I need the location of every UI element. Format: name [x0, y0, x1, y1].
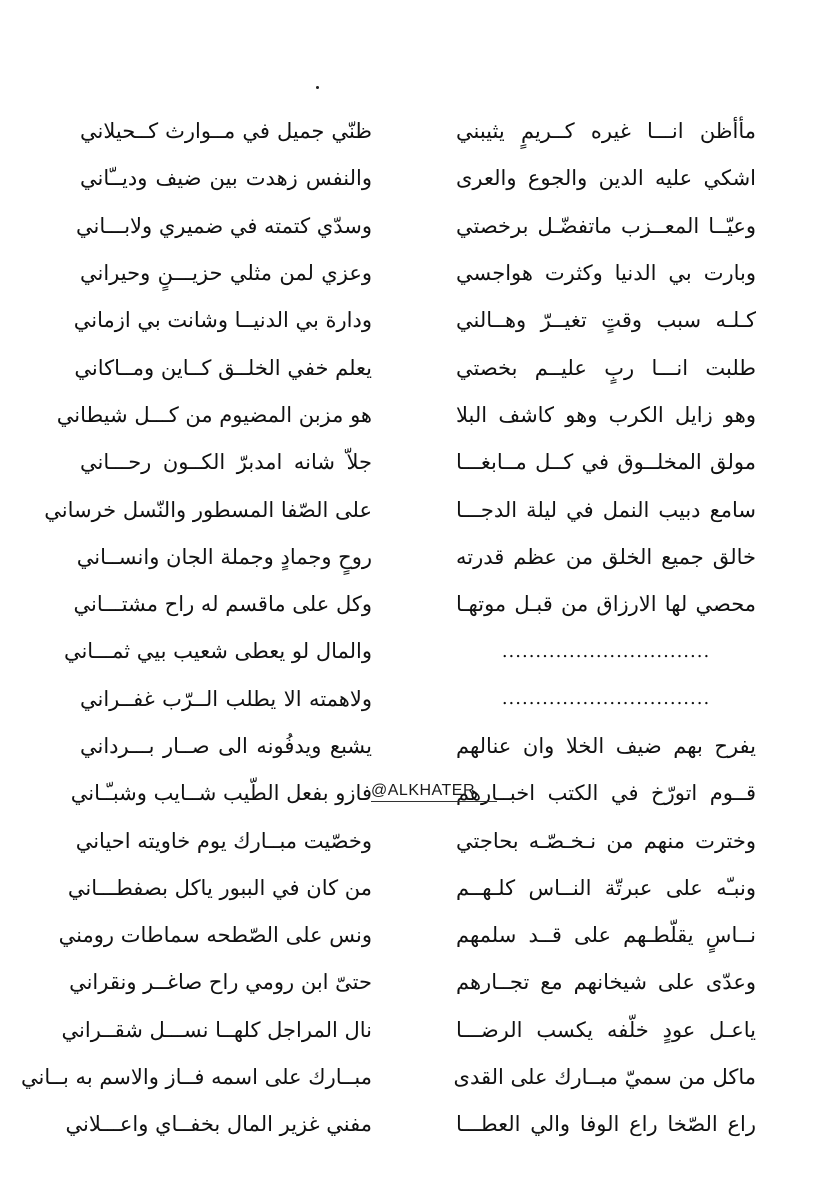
- second-hemistich: وكل على ماقسم له راح مشتـــاني: [73, 592, 372, 617]
- first-hemistich: وعيّــا المعــزب ماتفضّـل برخصتي: [456, 213, 756, 238]
- second-hemistich: يعلم خفي الخلــق كــاين ومــاكاني: [74, 355, 372, 380]
- second-hemistich: حتىّ ابن رومي راح صاغــر ونقراني: [69, 970, 372, 995]
- verse-line: [65, 1101, 756, 1148]
- first-hemistich: ياعـل عودٍ خلّفه يكسب الرضـــا: [456, 1017, 756, 1042]
- second-hemistich: ظنّي جميل في مــوارث كــحيلاني: [80, 119, 372, 144]
- second-hemistich: ودارة بي الدنيــا وشانت بي ازماني: [73, 308, 372, 333]
- second-hemistich: مفني غزير المال بخفــاي واعـــلاني: [65, 1112, 372, 1137]
- verse-line: [80, 439, 756, 486]
- first-hemistich: قــوم اتورّخ في الكتب اخبــارهم: [456, 781, 756, 806]
- second-hemistich: وخصّيت مبــارك يوم خاويته احياني: [75, 828, 372, 853]
- verse-line: [80, 676, 750, 723]
- first-hemistich: سامع دبيب النمل في ليلة الدجـــا: [456, 497, 756, 522]
- second-hemistich: مبــارك على اسمه فــاز والاسم به بــاني: [20, 1065, 372, 1090]
- verse-line: [61, 1007, 756, 1054]
- verse-line: [67, 865, 756, 912]
- second-hemistich: والمال لو يعطى شعيب بيي ثمـــاني: [63, 639, 372, 664]
- verse-line: [80, 155, 756, 202]
- first-hemistich: خالق جميع الخلق من عظم قدرته: [456, 544, 756, 569]
- second-hemistich: وسدّي كتمته في ضميري ولابـــاني: [75, 213, 372, 238]
- first-hemistich: نــاسٍ يقلّطـهم على قــد سلمهم: [456, 923, 756, 948]
- verse-line: [44, 486, 756, 533]
- first-hemistich: محصي لها الارزاق من قبـل موتهـا: [456, 592, 756, 617]
- first-hemistich: راع الصّخا راع الوفا والي العطـــا: [456, 1112, 756, 1137]
- second-hemistich: ونس على الصّطحه سماطات رومني: [58, 923, 372, 948]
- first-hemistich: يفرح بهم ضيف الخلا وان عنالهم: [456, 734, 756, 758]
- first-hemistich: طلبت انـــا ربٍ عليــم بخصتي: [456, 355, 756, 380]
- verse-line: [75, 817, 756, 864]
- verse-line: [56, 392, 756, 439]
- verse-line: [63, 628, 750, 675]
- second-hemistich: هو مزبن المضيوم من كـــل شيطاني: [56, 402, 372, 427]
- verse-line: [73, 297, 756, 344]
- second-hemistich: جلاّ شانه امدبرّ الكــون رحـــاني: [80, 450, 372, 475]
- elided-hemistich: ...............................: [501, 688, 711, 710]
- verse-line: [80, 108, 756, 155]
- second-hemistich: روحٍ وجمادٍ وجملة الجان وانســاني: [76, 544, 372, 569]
- first-hemistich: وخترت منهم من نـخـصّـه بحاجتي: [456, 828, 756, 853]
- second-hemistich: على الصّفا المسطور والنّسل خرساني: [44, 497, 372, 522]
- ink-dot: [316, 86, 319, 89]
- first-hemistich: وهو زايل الكرب وهو كاشف البلا: [456, 402, 756, 427]
- verse-line: [75, 203, 756, 250]
- verse-line: [69, 959, 756, 1006]
- verse-line: [20, 1054, 756, 1101]
- first-hemistich: اشكي عليه الدين والجوع والعرى: [456, 166, 756, 191]
- first-hemistich: ونبـّه على عبرتّة النــاس كلـهــم: [456, 875, 756, 900]
- second-hemistich: والنفس زهدت بين ضيف وديــّاني: [80, 166, 372, 191]
- second-hemistich: ولاهمته الا يطلب الــرّب غفــراني: [80, 686, 372, 711]
- first-hemistich: وبارت بي الدنيا وكثرت هواجسي: [456, 261, 756, 286]
- first-hemistich: كـلـه سبب وقتٍ تغيــرّ وهــالني: [456, 308, 756, 333]
- verse-line: [80, 250, 756, 297]
- elided-hemistich: ...............................: [501, 640, 711, 662]
- second-hemistich: من كان في الببور ياكل بصفطـــاني: [67, 875, 372, 900]
- first-hemistich: مولق المخلــوق في كــل مــابغـــا: [456, 450, 756, 475]
- second-hemistich: وعزي لمن مثلي حزيـــنٍ وحيراني: [80, 261, 372, 286]
- first-hemistich: مأأظن انـــا غيره كــريمٍ يثيبني: [456, 119, 756, 144]
- second-hemistich: يشبع ويدفُونه الى صــار بـــرداني: [80, 734, 372, 758]
- second-hemistich: نال المراجل كلهــا نســـل شقــراني: [61, 1017, 372, 1042]
- verse-line: [73, 581, 756, 628]
- verse-line: [74, 344, 756, 391]
- poem-body: [20, 108, 756, 1149]
- verse-line: [76, 534, 756, 581]
- first-hemistich: ماكل من سميّ مبــارك على القدى: [453, 1065, 756, 1090]
- verse-line: [58, 912, 756, 959]
- first-hemistich: وعدّى على شيخانهم مع تجــارهم: [456, 970, 756, 995]
- watermark-handle: @ALKHATER: [371, 782, 497, 802]
- second-hemistich: فازو بفعل الطّيب شــايب وشبـّـاني: [70, 781, 372, 806]
- verse-line: [80, 723, 756, 770]
